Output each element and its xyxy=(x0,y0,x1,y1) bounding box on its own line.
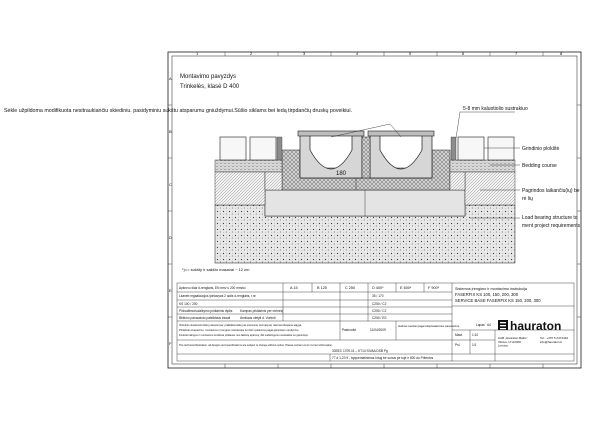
brand-name: hauraton xyxy=(510,319,562,333)
project-line: SERVICE BASE FASERFIX KS 150, 200, 300 xyxy=(455,298,541,303)
label-load-bearing: Load bearing structure to xyxy=(522,215,578,221)
bottom-line: 77 d 1-20 9 - tryquematinimas kriug be sunus pe toje ir 800 du Pritentos xyxy=(332,356,434,360)
load-class: A 15 xyxy=(290,286,298,290)
label-foundation: rė lių xyxy=(522,196,533,202)
load-class: D 400* xyxy=(372,286,384,290)
text-line: UAB „Hauraton Baltic“ xyxy=(498,336,528,340)
base-right xyxy=(465,172,515,205)
rev-value: A4 xyxy=(487,323,491,327)
load-class: F 900* xyxy=(428,286,440,290)
text-line: Vilnius, LT-02300 xyxy=(498,339,521,344)
project-line: FASERFIX KS 100, 150, 200, 300 xyxy=(455,292,519,297)
grid-number: 2 xyxy=(250,51,253,56)
grid-letter: C xyxy=(169,182,172,187)
base-left xyxy=(215,172,265,205)
brand-contact xyxy=(540,336,568,344)
paving-block-left xyxy=(250,137,276,160)
load-class: C 250 xyxy=(345,286,356,290)
spec-note: Pridėtinės kvėpavimo, montavimo ir įrengimo instrukcijos turi būti vykdomos pagal gamintojo nurodymus. xyxy=(179,329,300,332)
date-label: Pasiruošė xyxy=(342,328,357,332)
paving-block-left xyxy=(220,137,246,160)
paving-block-right xyxy=(488,137,514,160)
drawing-code: 33SEC 1709.01 – KT14 SIVAA DSB Pg xyxy=(332,349,388,353)
date-value: 11/04/2009 xyxy=(370,328,386,332)
grid-letter: A xyxy=(169,76,172,81)
row-label: Pirkvailimo/sulaikymo pridiarinis dydis xyxy=(179,309,233,313)
value-cell: C250 / C2 xyxy=(372,309,387,313)
label-joint: 5-8 mm kaluotiolio sustrakiuo xyxy=(463,106,528,112)
note-mid: Galima naudoti pagal eksploatacinius parametrus. xyxy=(398,324,461,328)
grid-letter: E xyxy=(169,288,172,293)
top-note: Sėkle užpildoma modifikuota nesitraukiančiu skiediniu. pasidyminiu sukštu atsparumu gniuždymui.Sūšio siklams bei ledą tirpdančių druskų poveikiui. xyxy=(4,108,353,114)
grid-number: 4 xyxy=(356,51,359,56)
value-cell: C250 / C2 xyxy=(372,302,387,306)
text-line: Tel.: +370 5 2474440 xyxy=(540,336,569,340)
label-foundation: Pagrindos laikančiu(ių) be xyxy=(522,188,580,194)
drainage-channel-right xyxy=(370,135,432,178)
drawing-title-line2: Trinkelės, klasė D 400 xyxy=(180,84,240,90)
grid-number: 7 xyxy=(515,51,518,56)
hauraton-logo xyxy=(498,319,561,333)
cross-section xyxy=(215,124,515,263)
scale-label: Mast. xyxy=(455,333,463,337)
grid-number: 3 xyxy=(303,51,306,56)
grid-number: 5 xyxy=(409,51,412,56)
label-load-bearing: ment project requirements xyxy=(522,223,581,229)
label-bedding: Bedding course xyxy=(522,163,557,169)
bedding-right xyxy=(450,160,515,172)
row-label: Bėkimo panaudoto pateiktaus iniauti xyxy=(179,316,231,320)
grating-right xyxy=(368,131,434,136)
row-label: Kampas pridiarinis per mėnesį xyxy=(240,309,283,313)
grid-letter: D xyxy=(169,235,172,240)
sheet-value: 1/1 xyxy=(472,343,477,347)
value-cell: C250 / ES xyxy=(372,316,387,320)
rev-label: Lapas xyxy=(476,323,485,327)
footnote: *)== sukšty ir sakšto masavai ~ 12 cm xyxy=(182,267,250,272)
row-label: Lkaneb mgaalauojus ipiniavyas 2 aoiis d-renglaris, r,nr. xyxy=(179,294,257,298)
text-line: Lietuva xyxy=(498,343,508,348)
bedding-left xyxy=(215,160,282,172)
load-class: E 600* xyxy=(400,286,412,290)
dimension-label: 180 xyxy=(336,171,347,177)
text-line: info@hauraton.lt xyxy=(540,339,563,344)
scale-value: 1:10 xyxy=(472,333,479,337)
load-class: B 125 xyxy=(317,286,327,290)
drainage-channel-left xyxy=(300,135,362,178)
label-paving: Grindinio plokštė xyxy=(522,146,560,152)
grid-number: 6 xyxy=(462,51,465,56)
spec-note: Konkreti dangos ir montavimo struktūra priklauso nuo faktinių apkrovų; dėl sudėtingumo susisiekite su gamintoju. xyxy=(179,334,309,337)
project-line: Sistemos įrengimo ir montavimo instrukcija xyxy=(455,287,527,291)
sheet-label: Psl. xyxy=(455,343,461,347)
spec-note: Viršutinio sluoksnio/ blokų patvarumas: praktiškai tokie pat priemonių normatyvai; rekomenduojama sąlyga. xyxy=(179,324,302,327)
row-label: KS 100 / 200 xyxy=(179,302,198,306)
grid-letter: F xyxy=(169,341,172,346)
title-block-text xyxy=(179,286,541,360)
grid-letter: B xyxy=(169,129,172,134)
fine-print: The technical illustration, all designs and specifications are subject to change without notice. Please contact us for current information. xyxy=(179,344,333,347)
drawing-title-line1: Montavimo pavyzdys xyxy=(180,74,237,80)
grid-number: 8 xyxy=(560,51,563,56)
brand-address xyxy=(498,336,528,348)
paving-block-right xyxy=(458,137,484,160)
grid-number: 1 xyxy=(196,51,199,56)
value-cell: 35 / 170 xyxy=(372,294,384,298)
row-label: Amžiaus vietyti d. Vortinti xyxy=(240,316,276,320)
row-label: Apkrovu klas d-renglaris, EN mm/ u 200 mm/oc xyxy=(179,286,246,290)
